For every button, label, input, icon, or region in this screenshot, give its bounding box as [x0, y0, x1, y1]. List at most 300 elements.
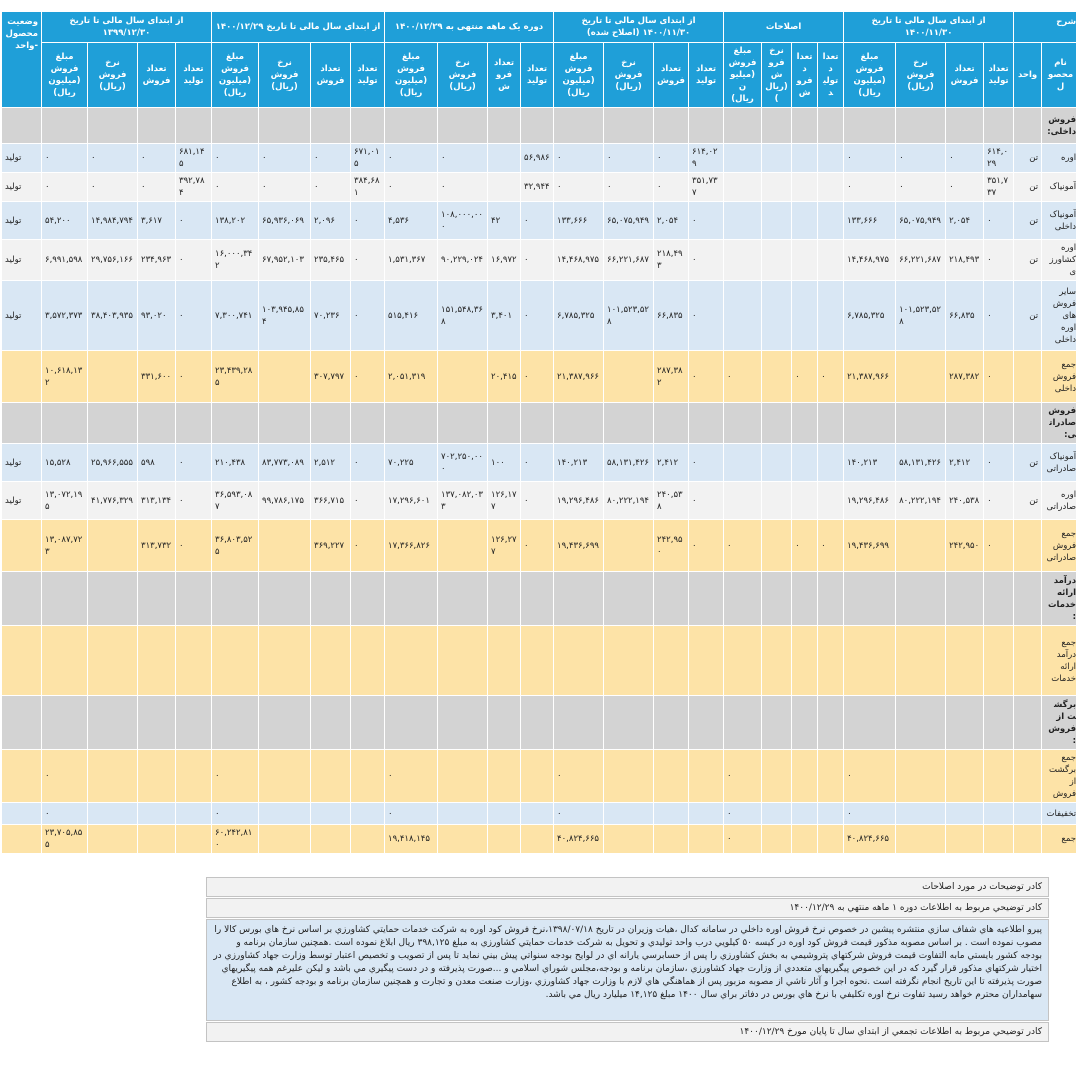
table-cell	[792, 750, 818, 803]
header-status: وضعیت محصول-واحد	[2, 12, 42, 108]
table-cell	[438, 520, 488, 572]
table-cell: ۳,۵۷۲,۳۷۳	[42, 281, 88, 351]
table-cell	[792, 626, 818, 696]
table-cell: ۰	[818, 351, 844, 403]
table-cell	[259, 520, 311, 572]
table-cell: ۰	[724, 520, 762, 572]
table-cell: ۱۳۳,۶۶۶	[844, 202, 896, 240]
table-cell: ۰	[138, 173, 176, 202]
table-cell	[946, 750, 984, 803]
table-cell	[818, 803, 844, 825]
table-cell	[311, 572, 351, 626]
table-cell	[896, 403, 946, 444]
table-cell: ۰	[212, 750, 259, 803]
table-cell: ۰	[351, 240, 385, 281]
table-cell	[438, 572, 488, 626]
table-cell	[212, 572, 259, 626]
table-cell: ۱۹,۲۹۶,۴۸۶	[554, 482, 604, 520]
table-cell	[896, 825, 946, 854]
header-sales-count-6: تعداد فروش	[138, 43, 176, 108]
table-cell	[762, 202, 792, 240]
table-cell	[896, 750, 946, 803]
table-cell	[311, 825, 351, 854]
header-sales-amount-4: مبلغ فروش (میلیون ریال)	[385, 43, 438, 108]
total-row	[2, 626, 1076, 696]
table-cell	[724, 626, 762, 696]
sales-table-body	[2, 108, 1076, 854]
table-cell: ۰	[984, 240, 1014, 281]
table-cell	[351, 108, 385, 144]
table-cell: ۰	[212, 173, 259, 202]
table-cell: ۰	[654, 173, 689, 202]
table-cell: ۰	[689, 351, 724, 403]
table-cell	[896, 108, 946, 144]
table-cell	[792, 825, 818, 854]
table-cell	[762, 108, 792, 144]
table-cell	[724, 444, 762, 482]
header-sales-count-4: تعداد فروش	[488, 43, 521, 108]
total-row	[2, 351, 1076, 403]
table-cell: ۰	[311, 144, 351, 173]
table-cell: ۴۰,۸۲۴,۶۶۵	[554, 825, 604, 854]
product-unit	[1014, 696, 1042, 750]
table-cell: ۰	[792, 351, 818, 403]
table-row	[2, 803, 1076, 825]
table-cell	[138, 108, 176, 144]
table-cell	[689, 108, 724, 144]
table-cell	[946, 108, 984, 144]
table-cell	[724, 572, 762, 626]
table-cell	[138, 750, 176, 803]
product-name: جمع فروش صادراتی	[1042, 520, 1076, 572]
product-unit: تن	[1014, 482, 1042, 520]
table-cell: ۲۰,۴۱۵	[488, 351, 521, 403]
table-cell	[946, 696, 984, 750]
table-cell: ۱۹,۲۹۶,۴۸۶	[844, 482, 896, 520]
header-product-name: نام محصول	[1042, 43, 1076, 108]
product-status: تولید	[2, 281, 42, 351]
table-cell: ۹۹,۷۸۶,۱۷۵	[259, 482, 311, 520]
section-header-row	[2, 403, 1076, 444]
table-cell: ۰	[689, 202, 724, 240]
product-unit	[1014, 825, 1042, 854]
table-cell: ۱۳۸,۲۰۲	[212, 202, 259, 240]
table-cell: ۰	[88, 144, 138, 173]
table-cell: ۳۱۳,۷۳۲	[138, 520, 176, 572]
table-cell: ۱۴,۴۶۸,۹۷۵	[554, 240, 604, 281]
table-cell: ۶۷۱,۰۱۵	[351, 144, 385, 173]
table-cell: ۶۸۱,۱۴۵	[176, 144, 212, 173]
table-cell: ۳۶,۵۹۳,۰۸۷	[212, 482, 259, 520]
product-unit: تن	[1014, 281, 1042, 351]
table-cell	[818, 240, 844, 281]
table-cell	[984, 403, 1014, 444]
table-cell: ۴۲	[488, 202, 521, 240]
table-cell: ۰	[138, 144, 176, 173]
table-cell	[311, 750, 351, 803]
table-cell: ۱۰,۶۱۸,۱۳۲	[42, 351, 88, 403]
table-cell: ۱۰۱,۵۲۳,۵۲۸	[896, 281, 946, 351]
table-cell: ۲۱,۳۸۷,۹۶۶	[554, 351, 604, 403]
table-cell: ۸۰,۲۲۲,۱۹۴	[604, 482, 654, 520]
table-cell	[176, 403, 212, 444]
table-cell	[488, 173, 521, 202]
product-name: آمونیاک داخلی	[1042, 202, 1076, 240]
table-cell	[604, 803, 654, 825]
table-cell	[896, 803, 946, 825]
product-unit	[1014, 520, 1042, 572]
table-cell	[762, 803, 792, 825]
table-cell	[176, 825, 212, 854]
table-cell: ۱۷,۲۹۶,۶۰۱	[385, 482, 438, 520]
header-sales-rate-2: نرخ فروش (ریال)	[762, 43, 792, 108]
header-sales-amount-1: مبلغ فروش (میلیون ریال)	[844, 43, 896, 108]
product-name: جمع	[1042, 825, 1076, 854]
table-cell	[554, 696, 604, 750]
table-cell: ۰	[351, 281, 385, 351]
table-cell	[818, 281, 844, 351]
table-cell: ۰	[42, 173, 88, 202]
table-cell	[818, 202, 844, 240]
table-cell: ۱۲۶,۱۷۷	[488, 482, 521, 520]
table-cell: ۳۹۲,۷۸۴	[176, 173, 212, 202]
table-cell	[818, 572, 844, 626]
product-name: آمونیاک صادراتی	[1042, 444, 1076, 482]
product-unit: تن	[1014, 444, 1042, 482]
table-cell: ۰	[351, 444, 385, 482]
table-cell: ۰	[604, 173, 654, 202]
table-cell: ۱۲۶,۲۷۷	[488, 520, 521, 572]
table-cell: ۰	[689, 240, 724, 281]
header-sales-amount-6: مبلغ فروش (میلیون ریال)	[42, 43, 88, 108]
header-production-count-5: تعداد تولید	[351, 43, 385, 108]
table-cell	[818, 444, 844, 482]
table-cell	[488, 825, 521, 854]
product-name: درآمد ارائه خدمات:	[1042, 572, 1076, 626]
table-cell	[212, 403, 259, 444]
table-cell	[521, 825, 554, 854]
header-sales-count-1: تعداد فروش	[946, 43, 984, 108]
table-cell	[844, 403, 896, 444]
table-cell	[792, 803, 818, 825]
table-cell: ۲,۰۵۱,۳۱۹	[385, 351, 438, 403]
table-cell	[724, 482, 762, 520]
table-cell: ۰	[212, 803, 259, 825]
table-cell	[984, 626, 1014, 696]
header-sales-rate-6: نرخ فروش (ریال)	[88, 43, 138, 108]
table-cell	[311, 626, 351, 696]
table-cell: ۵۹۸	[138, 444, 176, 482]
table-cell	[554, 403, 604, 444]
product-unit	[1014, 626, 1042, 696]
header-production-count-4: تعداد تولید	[521, 43, 554, 108]
table-cell	[521, 403, 554, 444]
table-cell: ۰	[176, 202, 212, 240]
table-cell	[724, 108, 762, 144]
table-cell: ۰	[896, 144, 946, 173]
product-name: برگشت از فروش:	[1042, 696, 1076, 750]
table-cell: ۵۴,۲۰۰	[42, 202, 88, 240]
table-cell: ۰	[604, 144, 654, 173]
table-cell: ۳۲,۹۴۴	[521, 173, 554, 202]
table-cell	[762, 351, 792, 403]
total-row	[2, 750, 1076, 803]
table-cell	[488, 403, 521, 444]
table-cell: ۲۱۰,۴۳۸	[212, 444, 259, 482]
table-cell: ۵۸,۱۳۱,۴۲۶	[604, 444, 654, 482]
table-cell: ۶,۷۸۵,۳۲۵	[554, 281, 604, 351]
table-cell: ۰	[818, 520, 844, 572]
table-cell: ۰	[42, 750, 88, 803]
table-cell	[762, 281, 792, 351]
table-cell	[762, 444, 792, 482]
table-cell	[762, 482, 792, 520]
header-group-4: دوره یک ماهه منتهی به ۱۴۰۰/۱۲/۲۹	[385, 12, 554, 43]
table-cell: ۰	[724, 351, 762, 403]
header-production-count-1: تعداد تولید	[984, 43, 1014, 108]
table-cell	[259, 626, 311, 696]
table-cell: ۱۳,۰۸۷,۷۲۳	[42, 520, 88, 572]
sales-table	[1, 11, 1076, 854]
table-cell: ۲۸۷,۳۸۲	[946, 351, 984, 403]
table-cell	[792, 482, 818, 520]
table-cell: ۶۱۴,۰۲۹	[984, 144, 1014, 173]
table-cell	[792, 281, 818, 351]
table-cell	[604, 520, 654, 572]
product-unit	[1014, 750, 1042, 803]
table-cell	[488, 750, 521, 803]
table-cell: ۲۴۲,۹۵۰	[654, 520, 689, 572]
table-cell: ۰	[844, 144, 896, 173]
table-cell: ۲,۰۵۴	[654, 202, 689, 240]
monthly-notes-title: کادر توضیحي مربوط به اطلاعات دوره ۱ ماهه منتهي به ۱۴۰۰/۱۲/۲۹	[206, 898, 1049, 918]
table-cell	[438, 750, 488, 803]
table-cell	[438, 403, 488, 444]
table-cell	[792, 696, 818, 750]
table-cell: ۱۵۱,۵۴۸,۳۶۸	[438, 281, 488, 351]
table-cell: ۰	[984, 202, 1014, 240]
product-name: اوره کشاورزی	[1042, 240, 1076, 281]
table-cell	[984, 825, 1014, 854]
table-cell: ۶۶,۲۲۱,۶۸۷	[604, 240, 654, 281]
table-cell	[762, 825, 792, 854]
header-group-6: از ابتدای سال مالی تا تاریخ ۱۳۹۹/۱۲/۳۰	[42, 12, 212, 43]
table-cell: ۰	[521, 240, 554, 281]
table-cell: ۳۳۱,۶۰۰	[138, 351, 176, 403]
report-container	[1, 11, 1076, 854]
table-cell	[724, 240, 762, 281]
product-name: اوره	[1042, 144, 1076, 173]
table-cell	[689, 803, 724, 825]
table-cell	[385, 403, 438, 444]
table-cell: ۲۵,۹۶۶,۵۵۵	[88, 444, 138, 482]
table-cell	[946, 572, 984, 626]
header-group-5: از ابتدای سال مالی تا تاریخ ۱۴۰۰/۱۲/۲۹	[212, 12, 385, 43]
header-production-count-6: تعداد تولید	[176, 43, 212, 108]
table-cell: ۱۰۱,۵۲۳,۵۲۸	[604, 281, 654, 351]
table-cell	[311, 403, 351, 444]
product-status: تولید	[2, 202, 42, 240]
table-cell	[792, 173, 818, 202]
table-cell	[792, 403, 818, 444]
table-cell	[762, 403, 792, 444]
table-cell	[259, 108, 311, 144]
table-cell: ۰	[521, 351, 554, 403]
table-row	[2, 144, 1076, 173]
table-cell: ۳۱۳,۱۳۴	[138, 482, 176, 520]
table-cell: ۲۹,۷۵۶,۱۶۶	[88, 240, 138, 281]
product-status	[2, 626, 42, 696]
table-cell: ۱۵,۵۲۸	[42, 444, 88, 482]
table-cell: ۰	[844, 803, 896, 825]
product-status: تولید	[2, 173, 42, 202]
table-cell	[521, 626, 554, 696]
table-cell	[259, 825, 311, 854]
table-cell	[521, 750, 554, 803]
table-cell: ۶۶,۲۲۱,۶۸۷	[896, 240, 946, 281]
table-cell: ۲۴۰,۵۳۸	[654, 482, 689, 520]
table-cell	[724, 696, 762, 750]
table-cell	[844, 572, 896, 626]
table-row	[2, 173, 1076, 202]
table-cell: ۲۳۵,۴۶۵	[311, 240, 351, 281]
table-cell	[351, 403, 385, 444]
table-cell	[42, 108, 88, 144]
product-status: تولید	[2, 482, 42, 520]
header-group-1: از ابتدای سال مالی تا تاریخ ۱۴۰۰/۱۱/۳۰	[844, 12, 1014, 43]
table-cell	[385, 696, 438, 750]
table-cell	[724, 173, 762, 202]
table-cell: ۱۹,۴۱۸,۱۴۵	[385, 825, 438, 854]
table-cell: ۹۳,۰۲۰	[138, 281, 176, 351]
table-cell	[762, 173, 792, 202]
table-cell	[42, 696, 88, 750]
table-cell	[176, 108, 212, 144]
table-cell: ۰	[521, 520, 554, 572]
table-cell: ۶۵,۹۳۶,۰۶۹	[259, 202, 311, 240]
table-cell: ۶۵,۰۷۵,۹۴۹	[896, 202, 946, 240]
table-cell	[554, 108, 604, 144]
cumulative-notes-title: کادر توضيحي مربوط به اطلاعات تجمعي از ابتداي سال تا پايان مورخ ۱۴۰۰/۱۲/۲۹	[206, 1022, 1049, 1042]
table-cell	[762, 520, 792, 572]
table-cell	[521, 572, 554, 626]
table-cell: ۰	[521, 202, 554, 240]
table-cell: ۰	[385, 144, 438, 173]
table-cell: ۷,۳۰۰,۷۴۱	[212, 281, 259, 351]
table-cell: ۲۳۴,۹۶۳	[138, 240, 176, 281]
table-cell	[762, 696, 792, 750]
table-cell	[351, 750, 385, 803]
table-cell	[689, 403, 724, 444]
table-cell: ۰	[176, 444, 212, 482]
product-status	[2, 572, 42, 626]
header-group-2: اصلاحات	[724, 12, 844, 43]
table-cell: ۳۶۹,۲۲۷	[311, 520, 351, 572]
table-cell: ۰	[176, 351, 212, 403]
table-cell: ۰	[844, 750, 896, 803]
table-cell: ۰	[554, 144, 604, 173]
table-cell: ۰	[689, 482, 724, 520]
product-unit	[1014, 803, 1042, 825]
product-unit: تن	[1014, 240, 1042, 281]
table-cell: ۳۵۱,۷۳۷	[984, 173, 1014, 202]
table-cell: ۲۱۸,۴۹۳	[654, 240, 689, 281]
product-name: جمع فروش داخلی	[1042, 351, 1076, 403]
table-cell: ۱۴,۴۶۸,۹۷۵	[844, 240, 896, 281]
table-cell	[438, 626, 488, 696]
table-cell	[689, 750, 724, 803]
table-cell	[212, 626, 259, 696]
table-cell: ۰	[176, 520, 212, 572]
table-cell	[488, 572, 521, 626]
table-cell	[438, 351, 488, 403]
table-cell	[896, 572, 946, 626]
product-status	[2, 403, 42, 444]
table-cell: ۰	[351, 351, 385, 403]
section-header-row	[2, 108, 1076, 144]
table-cell: ۰	[689, 281, 724, 351]
section-header-row	[2, 572, 1076, 626]
table-cell	[762, 626, 792, 696]
table-cell: ۱۳,۰۷۲,۱۹۵	[42, 482, 88, 520]
table-cell: ۳۸,۴۰۳,۹۳۵	[88, 281, 138, 351]
table-cell	[521, 803, 554, 825]
table-cell: ۱۹,۴۳۶,۶۹۹	[844, 520, 896, 572]
table-cell	[385, 572, 438, 626]
table-cell: ۲۴۲,۹۵۰	[946, 520, 984, 572]
table-cell	[762, 572, 792, 626]
table-cell: ۰	[385, 750, 438, 803]
table-cell: ۵۶,۹۸۶	[521, 144, 554, 173]
table-cell	[689, 572, 724, 626]
table-cell	[654, 803, 689, 825]
table-cell: ۰	[521, 444, 554, 482]
table-cell: ۱۳۳,۶۶۶	[554, 202, 604, 240]
table-cell	[176, 803, 212, 825]
table-cell: ۵۱۵,۴۱۶	[385, 281, 438, 351]
table-cell	[604, 572, 654, 626]
table-cell: ۰	[554, 173, 604, 202]
table-cell	[438, 696, 488, 750]
table-cell: ۷۰۲,۲۵۰,۰۰۰	[438, 444, 488, 482]
table-cell	[604, 825, 654, 854]
header-sales-count-2: تعداد فروش	[792, 43, 818, 108]
table-cell: ۵۸,۱۳۱,۴۲۶	[896, 444, 946, 482]
product-unit	[1014, 403, 1042, 444]
table-cell: ۰	[689, 520, 724, 572]
table-cell	[88, 696, 138, 750]
product-status	[2, 351, 42, 403]
table-cell	[792, 144, 818, 173]
table-cell	[818, 482, 844, 520]
table-cell: ۴۱,۷۷۶,۳۲۹	[88, 482, 138, 520]
table-cell	[138, 696, 176, 750]
table-cell	[88, 803, 138, 825]
table-cell	[604, 696, 654, 750]
table-cell	[896, 351, 946, 403]
table-cell	[604, 403, 654, 444]
table-cell	[311, 696, 351, 750]
product-name: فروش داخلی:	[1042, 108, 1076, 144]
table-cell: ۰	[212, 144, 259, 173]
table-cell	[654, 572, 689, 626]
product-name: تخفیفات	[1042, 803, 1076, 825]
table-cell	[554, 572, 604, 626]
table-cell	[212, 696, 259, 750]
table-cell	[438, 108, 488, 144]
table-cell	[792, 572, 818, 626]
table-cell: ۱,۵۳۱,۳۶۷	[385, 240, 438, 281]
